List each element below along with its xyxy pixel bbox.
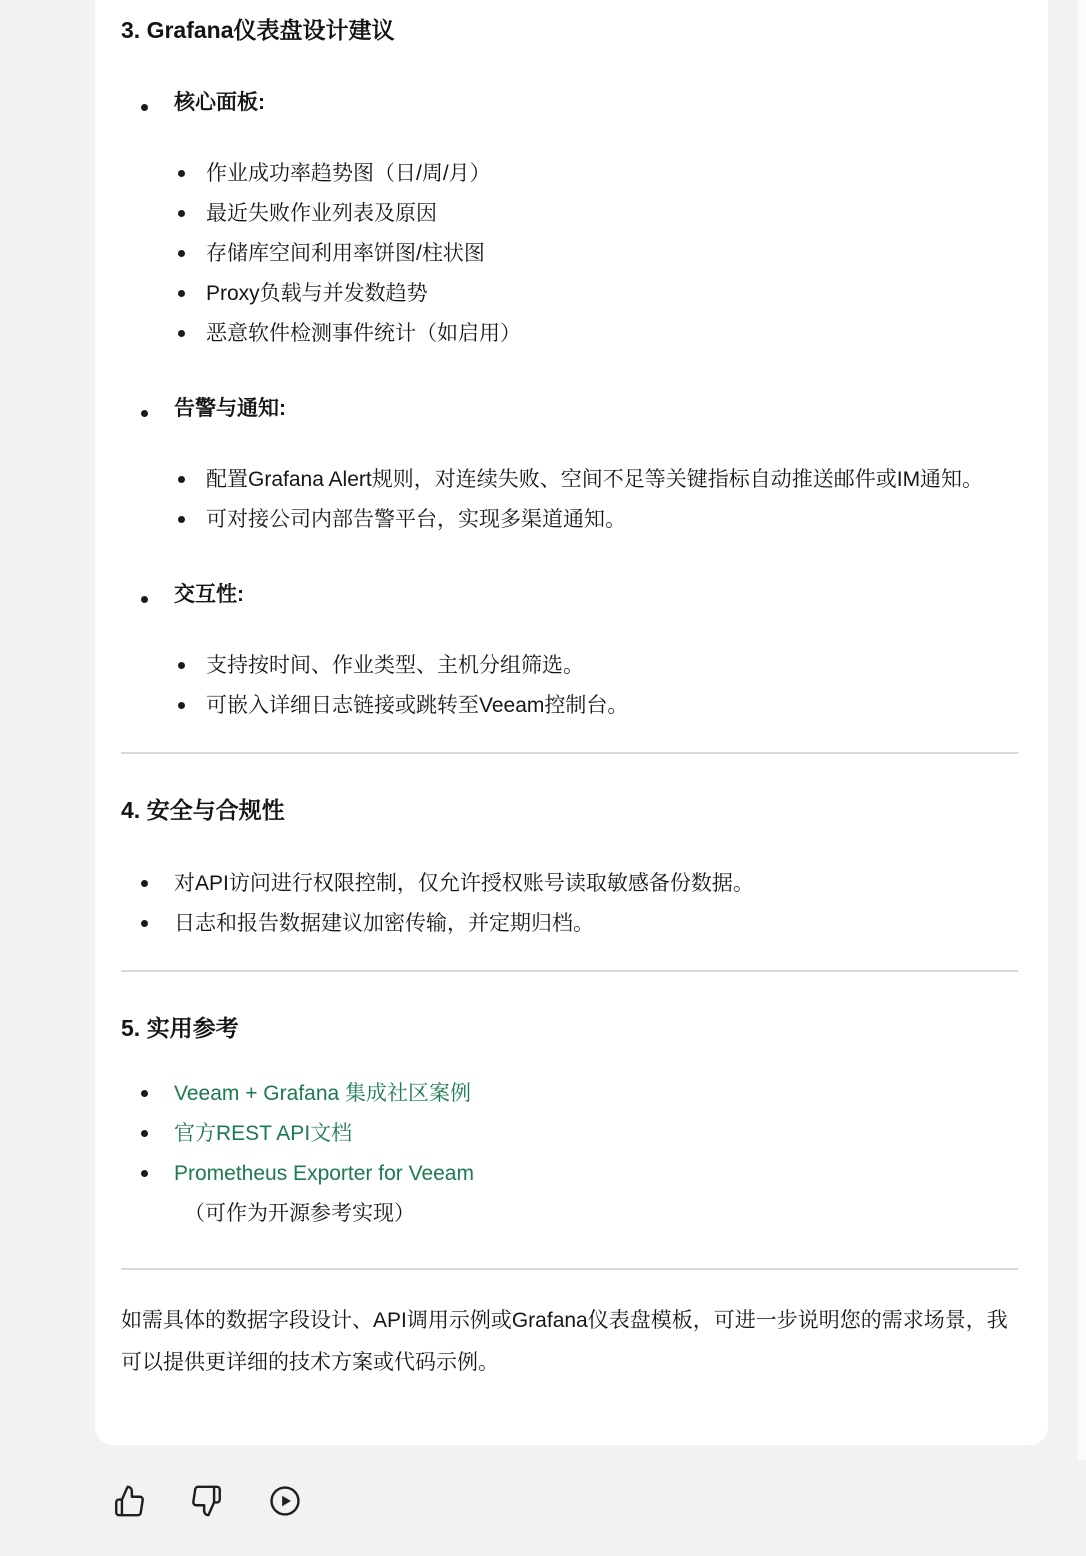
list-item (178, 460, 1018, 500)
list-item-text: 日志和报告数据建议加密传输，并定期归档。 (174, 912, 594, 935)
section-5-heading: 5. 实用参考 (121, 1015, 239, 1041)
list-item-text: Proxy负载与并发数趋势 (206, 282, 428, 305)
assistant-message-card (95, 0, 1048, 1445)
section-3-list (121, 88, 1018, 726)
thumbs-down-button[interactable] (190, 1484, 224, 1518)
section-3-heading: 3. Grafana仪表盘设计建议 (121, 17, 395, 43)
list-item-label: 核心面板: (174, 91, 265, 114)
list-item-interactivity (121, 580, 1018, 726)
section-4-heading: 4. 安全与合规性 (121, 797, 285, 823)
bullet-icon (178, 290, 185, 297)
right-edge-panel (1078, 0, 1086, 1460)
bullet-icon (178, 476, 185, 483)
list-item-alerts (121, 394, 1018, 540)
bullet-icon (178, 250, 185, 257)
list-item-text: 恶意软件检测事件统计（如启用） (206, 322, 521, 345)
section-divider (121, 1268, 1018, 1270)
bullet-icon (178, 210, 185, 217)
play-circle-icon (268, 1484, 302, 1518)
veeam-grafana-case-link[interactable]: Veeam + Grafana 集成社区案例 (174, 1082, 472, 1105)
closing-paragraph: 如需具体的数据字段设计、API调用示例或Grafana仪表盘模板，可进一步说明您的需求场景，我可以提供更详细的技术方案或代码示例。 (121, 1309, 1008, 1374)
list-item-text: 可嵌入详细日志链接或跳转至Veeam控制台。 (206, 694, 629, 717)
thumbs-down-icon (190, 1484, 224, 1518)
list-item (178, 314, 1018, 354)
list-item-text: 作业成功率趋势图（日/周/月） (206, 162, 491, 185)
list-item-link (121, 1154, 1018, 1234)
prometheus-exporter-link[interactable]: Prometheus Exporter for Veeam (174, 1162, 474, 1185)
rest-api-docs-link[interactable]: 官方REST API文档 (174, 1122, 353, 1145)
bullet-icon (178, 170, 185, 177)
bullet-icon (141, 880, 148, 887)
list-item-text: 配置Grafana Alert规则，对连续失败、空间不足等关键指标自动推送邮件或IM通知。 (206, 468, 984, 491)
list-item (178, 686, 1018, 726)
section-4-list (121, 864, 1018, 944)
link-note: （可作为开源参考实现） (184, 1202, 415, 1225)
bullet-icon (141, 410, 148, 417)
list-item-text: 支持按时间、作业类型、主机分组筛选。 (206, 654, 584, 677)
list-item-text: 可对接公司内部告警平台，实现多渠道通知。 (206, 508, 626, 531)
list-item (178, 646, 1018, 686)
bullet-icon (141, 1130, 148, 1137)
section-divider (121, 752, 1018, 754)
thumbs-up-icon (112, 1484, 146, 1518)
bullet-icon (178, 702, 185, 709)
interactivity-sublist (174, 646, 1018, 726)
list-item-core-panels (121, 88, 1018, 354)
list-item-text: 最近失败作业列表及原因 (206, 202, 437, 225)
section-divider (121, 970, 1018, 972)
list-item-text: 对API访问进行权限控制，仅允许授权账号读取敏感备份数据。 (174, 872, 754, 895)
list-item (178, 500, 1018, 540)
thumbs-up-button[interactable] (112, 1484, 146, 1518)
list-item-link (121, 1114, 1018, 1154)
list-item (178, 194, 1018, 234)
list-item-text: 存储库空间利用率饼图/柱状图 (206, 242, 485, 265)
list-item-label: 交互性: (174, 583, 244, 606)
core-panels-sublist (174, 154, 1018, 354)
bullet-icon (178, 330, 185, 337)
bullet-icon (141, 104, 148, 111)
section-5-list (121, 1074, 1018, 1234)
alerts-sublist (174, 460, 1018, 540)
list-item (121, 864, 1018, 904)
bullet-icon (141, 920, 148, 927)
list-item-label: 告警与通知: (174, 397, 286, 420)
list-item (178, 234, 1018, 274)
bullet-icon (141, 1170, 148, 1177)
list-item (178, 274, 1018, 314)
bullet-icon (178, 516, 185, 523)
read-aloud-button[interactable] (268, 1484, 302, 1518)
list-item (121, 904, 1018, 944)
bullet-icon (178, 662, 185, 669)
bullet-icon (141, 596, 148, 603)
message-action-bar (112, 1484, 302, 1518)
list-item (178, 154, 1018, 194)
list-item-link (121, 1074, 1018, 1114)
bullet-icon (141, 1090, 148, 1097)
